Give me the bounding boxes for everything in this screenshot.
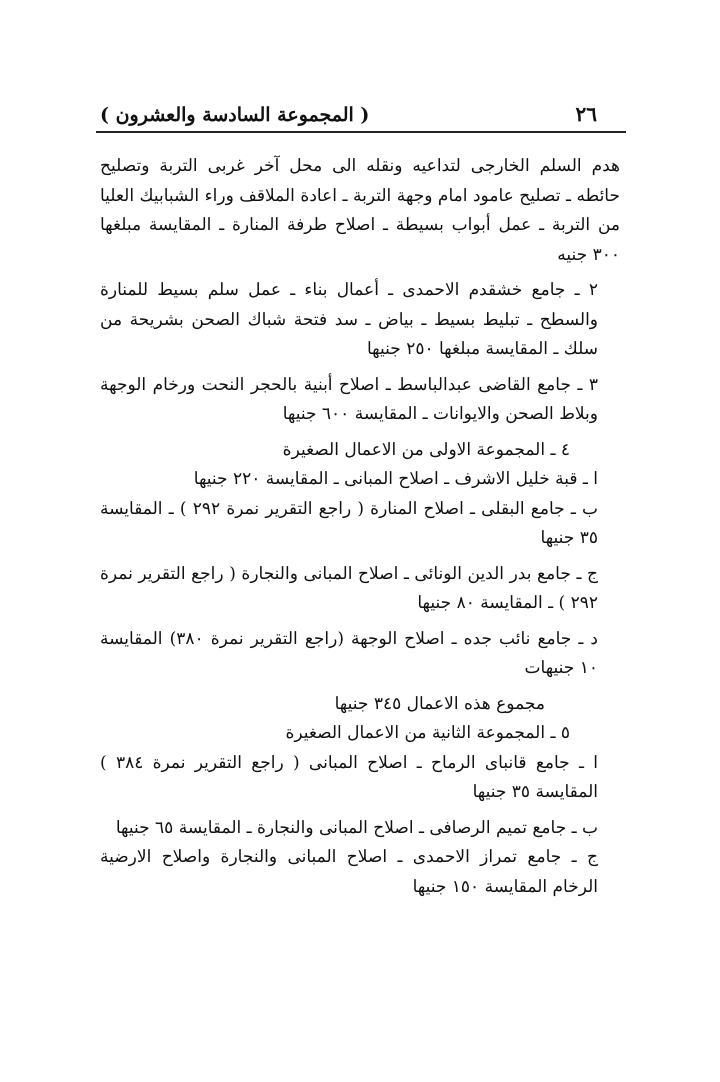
paragraph-item-5c: ج ـ جامع تمراز الاحمدى ـ اصلاح المبانى والنجارة واصلاح الارضية الرخام المقايسة ١٥٠ جنيها [100,847,598,897]
page-number: ٢٦ [575,102,597,126]
paragraph-item-5b: ب ـ جامع تميم الرصافى ـ اصلاح المبانى والنجارة ـ المقايسة ٦٥ جنيها [115,817,598,838]
paragraph-item-4c: ج ـ جامع بدر الدين الونائى ـ اصلاح المبانى والنجارة ( راجع التقرير نمرة ٢٩٢ ) ـ المقايسة ٨٠ جنيها [100,563,598,613]
running-title: ( المجموعة السادسة والعشرون ) [100,104,370,126]
paragraph-item-3: ٣ ـ جامع القاضى عبدالباسط ـ اصلاح أبنية بالحجر النحت ورخام الوجهة وبلاط الصحن والايوانات ـ المقايسة ٦٠٠ جنيها [100,374,598,424]
paragraph-item-4b: ب ـ جامع البقلى ـ اصلاح المنارة ( راجع التقرير نمرة ٢٩٢ ) ـ المقايسة ٣٥ جنيها [100,498,598,548]
paragraph-item-4a: ا ـ قبة خليل الاشرف ـ اصلاح المبانى ـ المقايسة ٢٢٠ جنيها [193,469,598,489]
paragraph-item-4-heading: ٤ ـ المجموعة الاولى من الاعمال الصغيرة [282,439,570,460]
paragraph-item-5-heading: ٥ ـ المجموعة الثانية من الاعمال الصغيرة [285,723,570,743]
paragraph-item-5a: ا ـ جامع قانباى الرماح ـ اصلاح المبانى ( راجع التقرير نمرة ٣٨٤ ) المقايسة ٣٥ جنيها [100,752,598,802]
running-head [100,92,625,126]
body-text [100,152,620,908]
paragraph-item-4d: د ـ جامع نائب جده ـ اصلاح الوجهة (راجع التقرير نمرة ٣٨٠) المقايسة ١٠ جنيهات [100,628,598,678]
paragraph-group-1-total: مجموع هذه الاعمال ٣٤٥ جنيها [334,693,545,714]
paragraph-demolition: هدم السلم الخارجى لتداعيه ونقله الى محل آخر غربى التربة وتصليح حائطه ـ تصليح عامود امام وجهة التربة ـ اعادة الملاقف وراء الشبابيك العليا من التربة ـ عمل أبواب بسيطة ـ اصلاح طرفة المنارة ـ المقايسة مبلغها ٣٠٠ جنيه [100,156,620,265]
paragraph-item-2: ٢ ـ جامع خشقدم الاحمدى ـ أعمال بناء ـ عمل سلم بسيط للمنارة والسطح ـ تبليط بسيط ـ بياض ـ سد فتحة شباك الصحن بشريحة من سلك ـ المقايسة مبلغها ٢٥٠ جنيها [100,280,598,359]
header-rule [96,131,626,133]
